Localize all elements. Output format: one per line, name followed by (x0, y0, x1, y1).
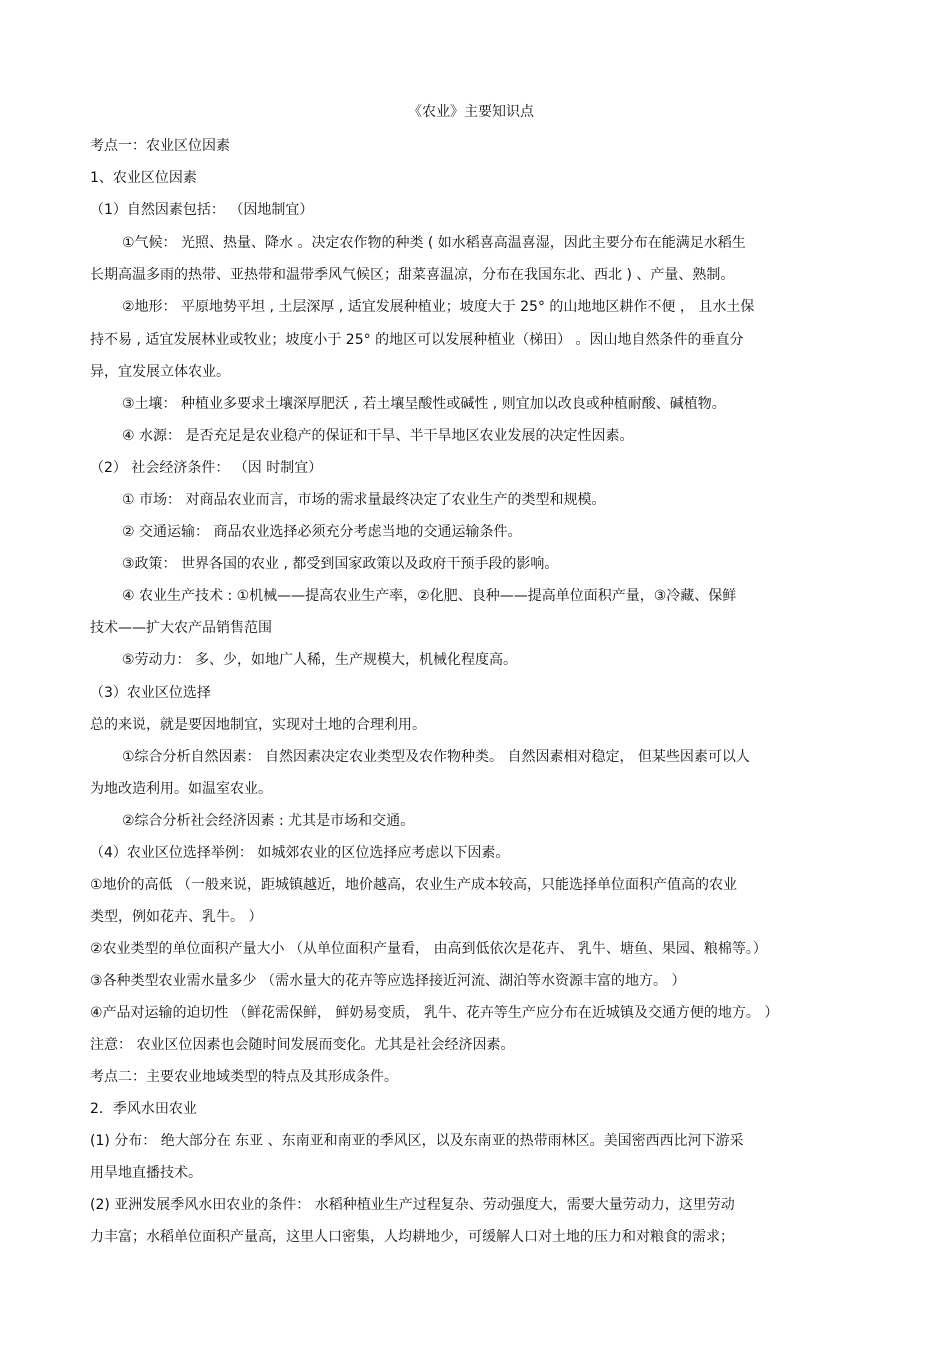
document-title: 《农业》主要知识点 (408, 104, 534, 120)
text-line: ① 市场： 对商品农业而言，市场的需求量最终决定了农业生产的类型和规模。 (122, 492, 606, 508)
text-line: ④ 农业生产技术 : ①机械——提高农业生产率，②化肥、良种——提高单位面积产量，③冷藏、保鲜 (122, 588, 737, 604)
text-line: ③各种类型农业需水量多少 （需水量大的花卉等应选择接近河流、湖泊等水资源丰富的地方。 ） (90, 973, 686, 989)
text-line: ④产品对运输的迫切性 （鲜花需保鲜， 鲜奶易变质， 乳牛、花卉等生产应分布在近城镇及交通方便的地方。 ） (90, 1005, 779, 1021)
text-line: 持不易 , 适宜发展林业或牧业；坡度小于 25° 的地区可以发展种植业（梯田） 。因山地自然条件的垂直分 (90, 332, 744, 348)
text-line: 长期高温多雨的热带、亚热带和温带季风气候区；甜菜喜温凉，分布在我国东北、西北 ) 、产量、熟制。 (90, 267, 735, 283)
text-line: ② 交通运输： 商品农业选择必须充分考虑当地的交通运输条件。 (122, 524, 522, 540)
text-line: ②农业类型的单位面积产量大小 （从单位面积产量看， 由高到低依次是花卉、 乳牛、塘鱼、果园、粮棉等。） (90, 941, 767, 957)
subheading-1: 1、农业区位因素 (90, 170, 197, 186)
text-line: 异，宜发展立体农业。 (90, 364, 230, 380)
text-line: ③政策： 世界各国的农业 , 都受到国家政策以及政府干预手段的影响。 (122, 556, 559, 572)
text-line: ①地价的高低 （一般来说，距城镇越近，地价越高，农业生产成本较高，只能选择单位面积产值高的农业 (90, 877, 737, 893)
text-line: ③土壤： 种植业多要求土壤深厚肥沃 , 若土壤呈酸性或碱性 , 则宜加以改良或种植耐酸、碱植物。 (122, 396, 726, 412)
section-heading-2: 考点二：主要农业地域类型的特点及其形成条件。 (90, 1069, 398, 1085)
text-line: 为地改造利用。如温室农业。 (90, 781, 272, 797)
text-line: ④ 水源： 是否充足是农业稳产的保证和干旱、半干旱地区农业发展的决定性因素。 (122, 428, 634, 444)
text-line: (1) 分布： 绝大部分在 东亚 、东南亚和南亚的季风区，以及东南亚的热带雨林区。美国密西西比河下游采 (90, 1133, 744, 1149)
text-line: 力丰富；水稻单位面积产量高，这里人口密集，人均耕地少，可缓解人口对土地的压力和对粮食的需求； (90, 1229, 734, 1245)
text-line: （4）农业区位选择举例： 如城郊农业的区位选择应考虑以下因素。 (90, 845, 510, 861)
text-line: 用旱地直播技术。 (90, 1165, 202, 1181)
text-line: （1）自然因素包括： （因地制宜） (90, 202, 314, 218)
text-line: ①综合分析自然因素： 自然因素决定农业类型及农作物种类。 自然因素相对稳定， 但某些因素可以人 (122, 749, 750, 765)
text-line: 技术——扩大农产品销售范围 (90, 620, 272, 636)
text-line: (2) 亚洲发展季风水田农业的条件： 水稻种植业生产过程复杂、劳动强度大，需要大量劳动力，这里劳动 (90, 1197, 735, 1213)
subheading-2: 2．季风水田农业 (90, 1101, 197, 1117)
text-line: （2） 社会经济条件： （因 时制宜） (90, 460, 323, 476)
text-line: ⑤劳动力： 多、少，如地广人稀，生产规模大，机械化程度高。 (122, 652, 517, 668)
text-line: 总的来说，就是要因地制宜，实现对土地的合理利用。 (90, 717, 426, 733)
text-line: （3）农业区位选择 (90, 685, 211, 701)
text-line: 注意： 农业区位因素也会随时间发展而变化。尤其是社会经济因素。 (90, 1037, 515, 1053)
text-line: ②综合分析社会经济因素 : 尤其是市场和交通。 (122, 813, 415, 829)
text-line: ①气候： 光照、热量、降水 。决定农作物的种类 ( 如水稻喜高温喜湿，因此主要分布在能满足水稻生 (122, 235, 746, 251)
section-heading-1: 考点一：农业区位因素 (90, 138, 230, 154)
text-line: ②地形： 平原地势平坦 , 土层深厚 , 适宜发展种植业；坡度大于 25° 的山地地区耕作不便 ， 且水土保 (122, 299, 755, 315)
text-line: 类型，例如花卉、乳牛。 ） (90, 909, 263, 925)
